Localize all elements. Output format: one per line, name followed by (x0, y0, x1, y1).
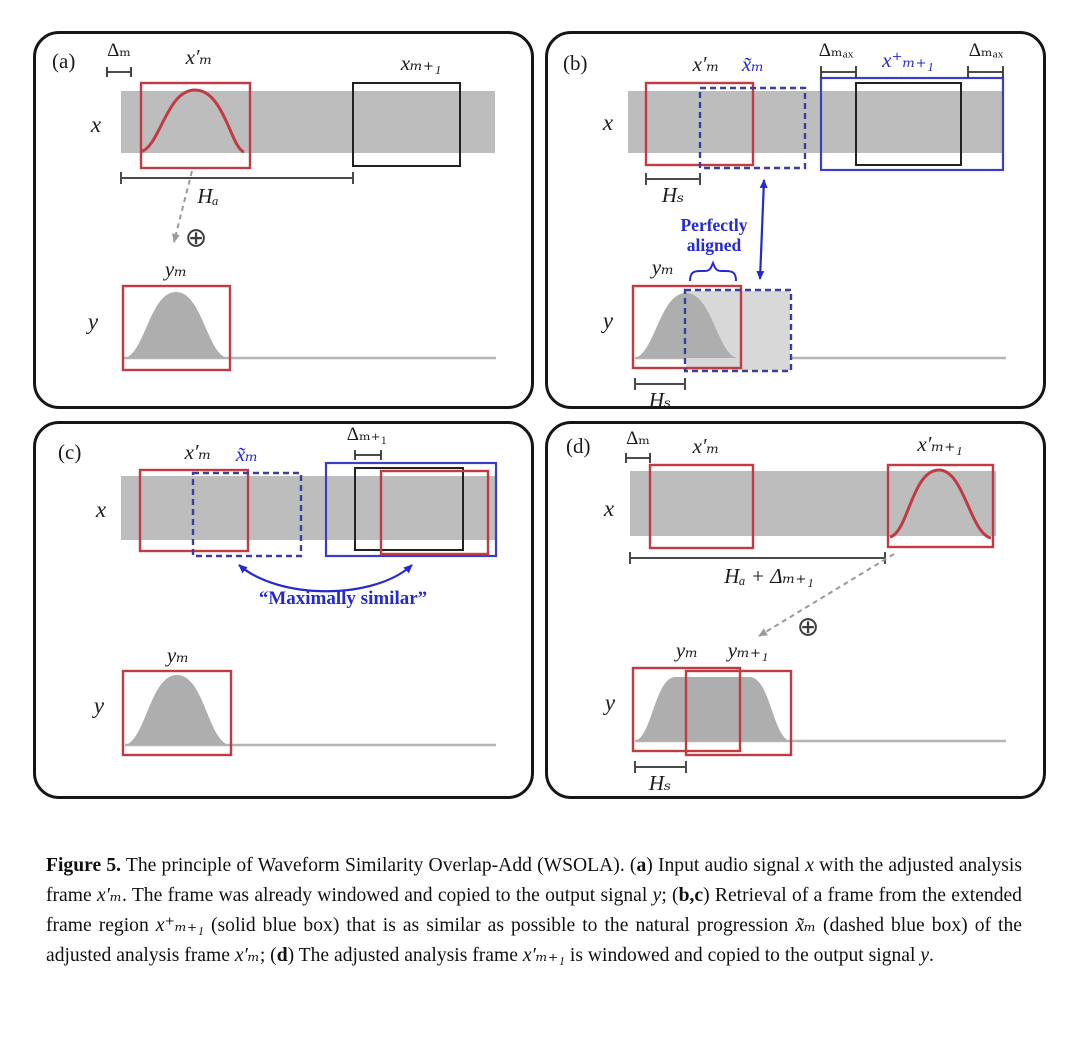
signal-y-label: y (602, 308, 614, 333)
signal-y-label: y (93, 693, 105, 718)
signal-y-label: y (87, 309, 99, 334)
alignment-arrow (760, 180, 764, 279)
delta-m-bracket (107, 67, 131, 77)
aligned-brace (690, 263, 736, 281)
signal-x-bar (121, 476, 495, 540)
perfectly-aligned-note: Perfectly aligned (680, 215, 748, 255)
overlap-add-icon: ⊕ (184, 222, 208, 254)
panel-a-drawing (36, 34, 531, 406)
x-frame-label: x′ₘ (692, 434, 720, 458)
figure-caption: Figure 5. The principle of Waveform Similarity Overlap-Add (WSOLA). (a) Input audio signal x with the adjusted analysis frame x′ₘ. The frame was already windowed and copied to the output signal y; (b,c) Retrieval of a frame from the extended frame region x⁺ₘ₊₁ (solid blue box) that is as similar as possible to the natural progression x̃ₘ (dashed blue box) of the adjusted analysis frame x′ₘ; (d) The adjusted analysis frame x′ₘ₊₁ is windowed and copied to the output signal y. (46, 855, 1022, 966)
delta-m-label: Δₘ (107, 40, 131, 61)
signal-y-label: y (604, 690, 616, 715)
signal-x-label: x (90, 112, 102, 137)
x-frame-label: x′ₘ (185, 45, 213, 69)
y-frame-label: yₘ (651, 255, 675, 279)
panel-a (33, 31, 534, 409)
output-overlap-bells (635, 677, 790, 741)
delta-m-label: Δₘ (626, 428, 650, 449)
x-frame-label: x′ₘ (184, 440, 212, 464)
y-frame-label: yₘ (166, 643, 190, 667)
panel-b-tag: (b) (563, 51, 588, 75)
hop-analysis-bracket (121, 172, 353, 184)
x-frame-next-label: x′ₘ₊₁ (917, 432, 963, 456)
hop-synthesis-top-label: Hₛ (661, 183, 685, 207)
maximally-similar-note: “Maximally similar” (258, 588, 428, 609)
signal-x-bar (630, 471, 996, 536)
hop-synthesis-bottom-label: Hₛ (648, 388, 672, 412)
delta-m-bracket (626, 453, 650, 463)
x-natural-label: x̃ₘ (741, 52, 765, 76)
hop-analysis-label: Hₐ (197, 184, 219, 208)
y-frame-next-label: yₘ₊₁ (727, 638, 769, 662)
y-frame-label: yₘ (164, 257, 188, 281)
delta-next-label: Δₘ₊₁ (346, 424, 388, 445)
panel-b-drawing (548, 34, 1043, 406)
output-window-bell (125, 675, 229, 745)
panel-c-drawing (36, 424, 531, 796)
hop-span-bracket (630, 552, 885, 564)
panel-a-tag: (a) (52, 49, 76, 73)
signal-x-bar (628, 91, 1003, 153)
x-natural-label: x̃ₘ (235, 442, 259, 466)
delta-max-left-label: Δₘₐₓ (818, 40, 854, 61)
panel-b (545, 31, 1046, 412)
x-frame-label: x′ₘ (692, 52, 720, 76)
x-next-label: xₘ₊₁ (400, 51, 442, 75)
panel-d-drawing (548, 424, 1043, 796)
output-window-bell (125, 292, 227, 358)
panel-d-tag: (d) (566, 434, 591, 458)
signal-x-label: x (603, 496, 615, 521)
overlap-add-icon: ⊕ (796, 611, 820, 643)
delta-max-right-label: Δₘₐₓ (968, 40, 1004, 61)
delta-next-bracket (355, 450, 381, 460)
panel-d (545, 421, 1046, 799)
caption-figure-number: Figure 5. (46, 855, 122, 876)
x-extended-label: x⁺ₘ₊₁ (882, 48, 934, 72)
signal-x-label: x (602, 110, 614, 135)
hop-span-label: Hₐ + Δₘ₊₁ (724, 564, 814, 588)
signal-x-label: x (95, 497, 107, 522)
panel-c-tag: (c) (58, 440, 82, 464)
delta-max-right-bracket (968, 66, 1003, 78)
y-frame-label: yₘ (675, 638, 699, 662)
hop-synthesis-label: Hₛ (648, 771, 672, 795)
delta-max-left-bracket (821, 66, 856, 78)
panel-c (33, 421, 534, 799)
